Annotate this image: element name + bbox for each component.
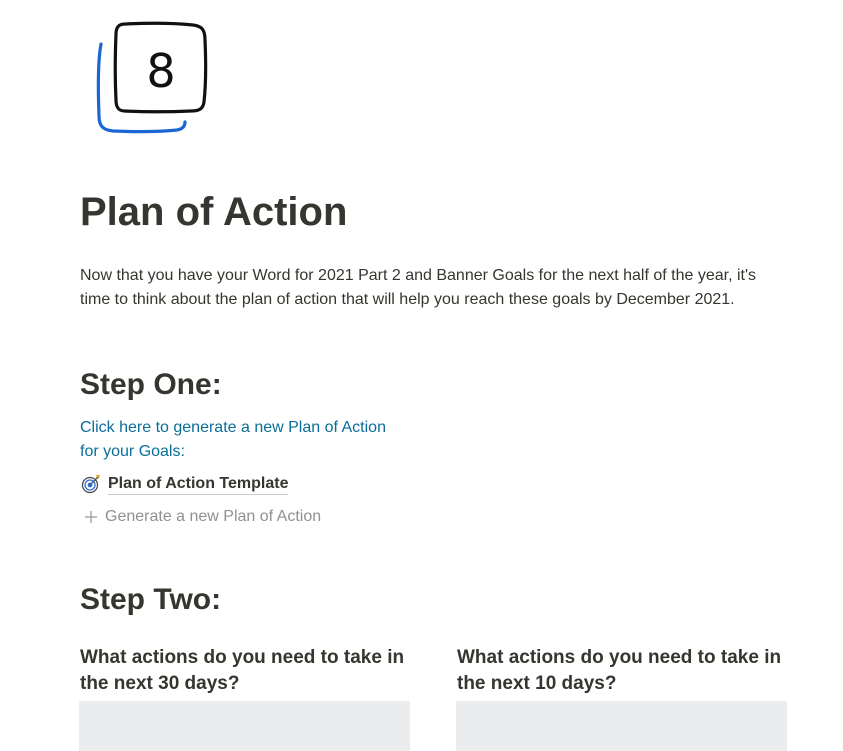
page-title: Plan of Action [80, 190, 348, 234]
icon-number: 8 [146, 44, 176, 98]
question-10-days: What actions do you need to take in the next 10 days? [457, 647, 782, 694]
plus-icon [82, 508, 100, 526]
intro-paragraph: Now that you have your Word for 2021 Part 2 and Banner Goals for the next half of the year, it's time to think about the plan of action that will help you reach these goals by December 2021. [80, 267, 757, 308]
step-one-heading: Step One: [80, 368, 222, 401]
question-30-days: What actions do you need to take in the next 30 days? [80, 647, 405, 694]
template-page-link[interactable] [80, 471, 288, 497]
step-two-heading: Step Two: [80, 583, 222, 616]
generate-plan-link[interactable]: Click here to generate a new Plan of Action for your Goals: [80, 419, 386, 460]
target-dart-icon [80, 473, 102, 495]
generate-new-button[interactable] [82, 505, 321, 529]
answer-callout-30-days[interactable] [79, 701, 410, 751]
answer-callout-10-days[interactable] [456, 701, 787, 751]
generate-label: Generate a new Plan of Action [105, 508, 322, 525]
template-label: Plan of Action Template [108, 474, 288, 495]
numbered-card-8-icon[interactable] [95, 20, 211, 136]
